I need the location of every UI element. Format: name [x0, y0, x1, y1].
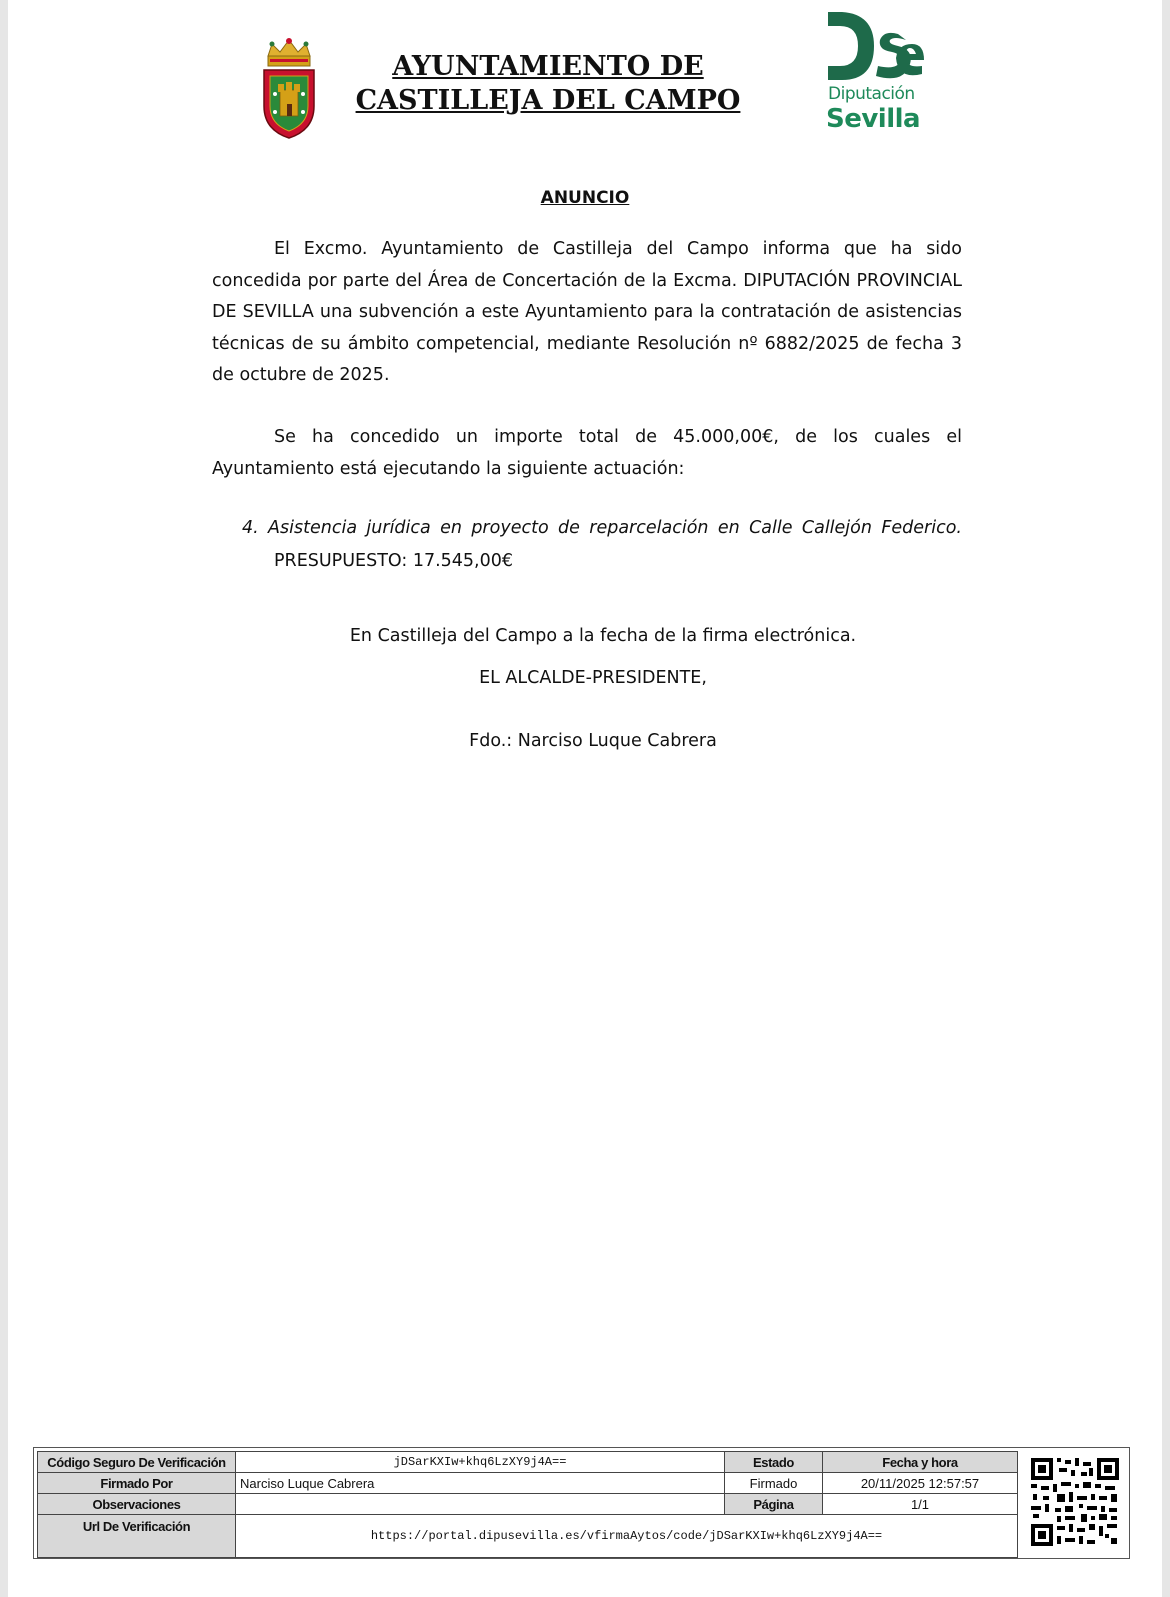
status-value: Firmado	[725, 1473, 823, 1494]
page-value: 1/1	[823, 1494, 1018, 1515]
dse-logo-mark	[826, 10, 926, 84]
csv-label: Código Seguro De Verificación	[38, 1452, 236, 1473]
signer-title: EL ALCALDE-PRESIDENTE,	[479, 668, 707, 688]
paragraph-grant: El Excmo. Ayuntamiento de Castilleja del Campo informa que ha sido concedida por parte del Área de Concertación de la Excma. DIPUTACIÓN PROVINCIAL DE SEVILLA una subvención a este Ayuntamiento para la contratación de asistencias técnicas de su ámbito competencial, mediante Resolución nº 6882/2025 de fecha 3 de octubre de 2025.	[212, 239, 962, 385]
status-label: Estado	[725, 1452, 823, 1473]
page-label: Página	[725, 1494, 823, 1515]
datetime-value: 20/11/2025 12:57:57	[823, 1473, 1018, 1494]
observations-value	[236, 1494, 725, 1515]
logo-name: Sevilla	[826, 104, 921, 134]
verification-table	[37, 1451, 1018, 1558]
table-row	[38, 1494, 1018, 1515]
table-row	[38, 1452, 1018, 1473]
table-row	[38, 1473, 1018, 1494]
qr-code-icon[interactable]	[1029, 1456, 1121, 1548]
announcement-heading: ANUNCIO	[540, 188, 630, 208]
signed-by-label: Firmado Por	[38, 1473, 236, 1494]
datetime-label: Fecha y hora	[823, 1452, 1018, 1473]
document-page	[8, 0, 1162, 1597]
title-line-2: CASTILLEJA DEL CAMPO	[355, 85, 741, 116]
url-label: Url De Verificación	[38, 1515, 236, 1558]
verification-footer	[33, 1447, 1130, 1559]
budget-line: PRESUPUESTO: 17.545,00€	[274, 551, 514, 571]
title-line-1: AYUNTAMIENTO DE	[392, 51, 704, 82]
verification-url-link[interactable]: https://portal.dipusevilla.es/vfirmaAytos/code/jDSarKXIw+khq6LzXY9j4A==	[236, 1515, 1018, 1558]
observations-label: Observaciones	[38, 1494, 236, 1515]
municipality-title	[338, 50, 758, 118]
municipal-crest-logo	[258, 38, 320, 142]
paragraph-amount: Se ha concedido un importe total de 45.000,00€, de los cuales el Ayuntamiento está ejecutando la siguiente actuación:	[212, 427, 962, 479]
signature-line: Fdo.: Narciso Luque Cabrera	[469, 731, 717, 751]
signed-by-value: Narciso Luque Cabrera	[236, 1473, 725, 1494]
place-date: En Castilleja del Campo a la fecha de la firma electrónica.	[349, 626, 857, 646]
action-item: 4. Asistencia jurídica en proyecto de reparcelación en Calle Callejón Federico.	[242, 518, 962, 538]
csv-value: jDSarKXIw+khq6LzXY9j4A==	[236, 1452, 725, 1473]
diputacion-sevilla-logo	[826, 10, 936, 136]
logo-subtitle: Diputación	[828, 84, 915, 104]
table-row	[38, 1515, 1018, 1558]
